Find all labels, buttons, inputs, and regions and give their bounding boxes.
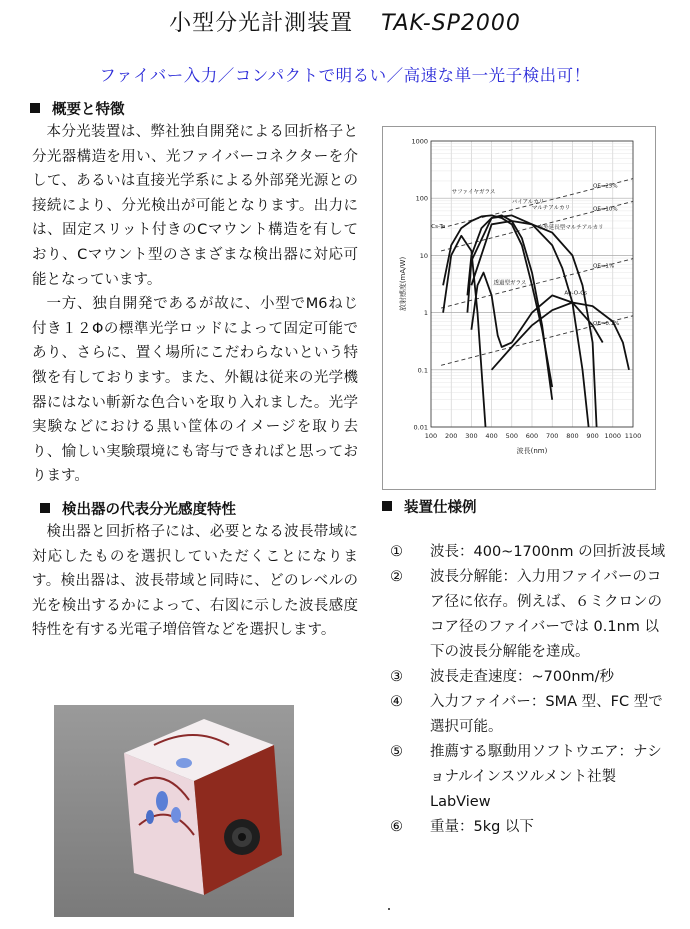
square-bullet-icon [40, 503, 50, 513]
y-tick-label: 100 [415, 194, 428, 203]
y-tick-label: 0.1 [417, 366, 428, 375]
square-bullet-icon [382, 501, 392, 511]
series-label: 透過型ガラス [493, 280, 527, 287]
spec-item [390, 690, 672, 740]
spectrometer-device-image [54, 705, 294, 917]
y-tick-label: 1 [423, 309, 428, 318]
spec-number: ⑥ [390, 819, 403, 835]
sensitivity-chart [382, 126, 656, 490]
spec-item [390, 540, 672, 565]
spec-number: ② [390, 569, 403, 585]
page-title [0, 6, 690, 37]
y-tick-label: 0.01 [413, 423, 428, 432]
qe-line-label: QE=25% [593, 183, 618, 190]
title-text: 小型分光計測装置 [169, 11, 354, 36]
specs-heading [382, 496, 477, 517]
detector-body [32, 520, 358, 643]
y-tick-label: 10 [419, 251, 428, 260]
qe-line-label: QE=10% [593, 206, 618, 213]
series-label: Ag-O-Cs [564, 290, 587, 297]
page-mark [388, 908, 390, 910]
square-bullet-icon [30, 103, 40, 113]
overview-paragraph-1: 本分光装置は、弊社独自開発による回折格子と分光器構造を用い、光ファイバーコネクターを介して、あるいは直接光学系による外部発光源との接続により、分光検出が可能となります。出力には、固定スリット付きのCマウント構造を有しており、Cマウント型のさまざまな検出器に対応可能となっています。 [32, 124, 358, 288]
spec-item [390, 815, 672, 840]
series-label: 赤外延長型マルチアルカリ [537, 224, 604, 231]
qe-line-label: QE=0.1% [593, 320, 620, 327]
spec-item [390, 565, 672, 665]
x-tick-label: 600 [525, 432, 539, 440]
x-tick-label: 1100 [624, 432, 642, 440]
x-tick-label: 400 [485, 432, 498, 440]
x-tick-label: 700 [545, 432, 559, 440]
specs-heading-text: 装置仕様例 [404, 500, 477, 516]
detector-paragraph: 検出器と回折格子には、必要となる波長帯域に対応したものを選択していただくことになります。検出器は、波長帯域と同時に、どのレベルの光を検出するかによって、右図に示した波長感度特性を有する光電子増倍管などを選択します。 [32, 524, 358, 639]
y-tick-label: 1000 [411, 137, 428, 146]
spec-item [390, 740, 672, 815]
series-label: Cs-Te [431, 223, 446, 230]
spec-number: ④ [390, 694, 403, 710]
series-label: サファイヤガラス [451, 189, 496, 196]
spec-text: 波長走査速度：~700nm/秒 [430, 669, 615, 685]
page-subtitle: ファイバー入力／コンパクトで明るい／高速な単一光子検出可！ [99, 66, 591, 85]
x-tick-label: 900 [586, 432, 599, 440]
x-tick-label: 800 [566, 432, 579, 440]
series-label: マルチアルカリ [531, 205, 571, 212]
overview-heading-text: 概要と特徴 [52, 102, 125, 118]
spec-text: 波長：400~1700nm の回折波長域 [430, 544, 666, 560]
x-tick-label: 100 [424, 432, 438, 440]
product-photo [54, 705, 294, 917]
spec-item [390, 665, 672, 690]
spec-text: 波長分解能：入力用ファイバーのコア径に依存。例えば、６ミクロンのコア径のファイバーでは 0.1nm 以下の波長分解能を達成。 [430, 569, 662, 660]
overview-paragraph-2: 一方、独自開発であるが故に、小型でM6ねじ付き１２Φの標準光学ロッドによって固定可能であり、さらに、置く場所にこだわらないという特徴を有しております。また、外観は従来の光学機器にはない斬新な色合いを取り入れました。光学実験などにおける黒い筐体のイメージを取り去り、愉しい実験環境にも寄与できればと思っております。 [32, 296, 358, 485]
y-axis-label: 放射感度(mA/W) [399, 256, 407, 312]
spec-list [390, 540, 672, 840]
sensitivity-chart-svg [383, 127, 655, 489]
model-name: TAK-SP2000 [381, 11, 521, 36]
detector-heading-text: 検出器の代表分光感度特性 [62, 502, 236, 518]
x-tick-label: 1000 [604, 432, 622, 440]
spec-number: ① [390, 544, 403, 560]
spec-number: ⑤ [390, 744, 403, 760]
spec-text: 推薦する駆動用ソフトウエア：ナショナルインスツルメント社製 LabView [430, 744, 662, 810]
overview-body [32, 120, 358, 489]
spec-number: ③ [390, 669, 403, 685]
overview-heading [30, 98, 125, 119]
spec-text: 重量：5kg 以下 [430, 819, 534, 835]
series-label: バイアルカリ [511, 199, 545, 206]
x-axis-label: 波長(nm) [516, 447, 548, 455]
spec-text: 入力ファイバー：SMA 型、FC 型で選択可能。 [430, 694, 663, 735]
qe-line-label: QE=1% [593, 263, 615, 270]
x-tick-label: 500 [505, 432, 519, 440]
x-tick-label: 300 [465, 432, 478, 440]
series-line [467, 215, 588, 427]
detector-heading [40, 498, 236, 519]
x-tick-label: 200 [444, 432, 458, 440]
